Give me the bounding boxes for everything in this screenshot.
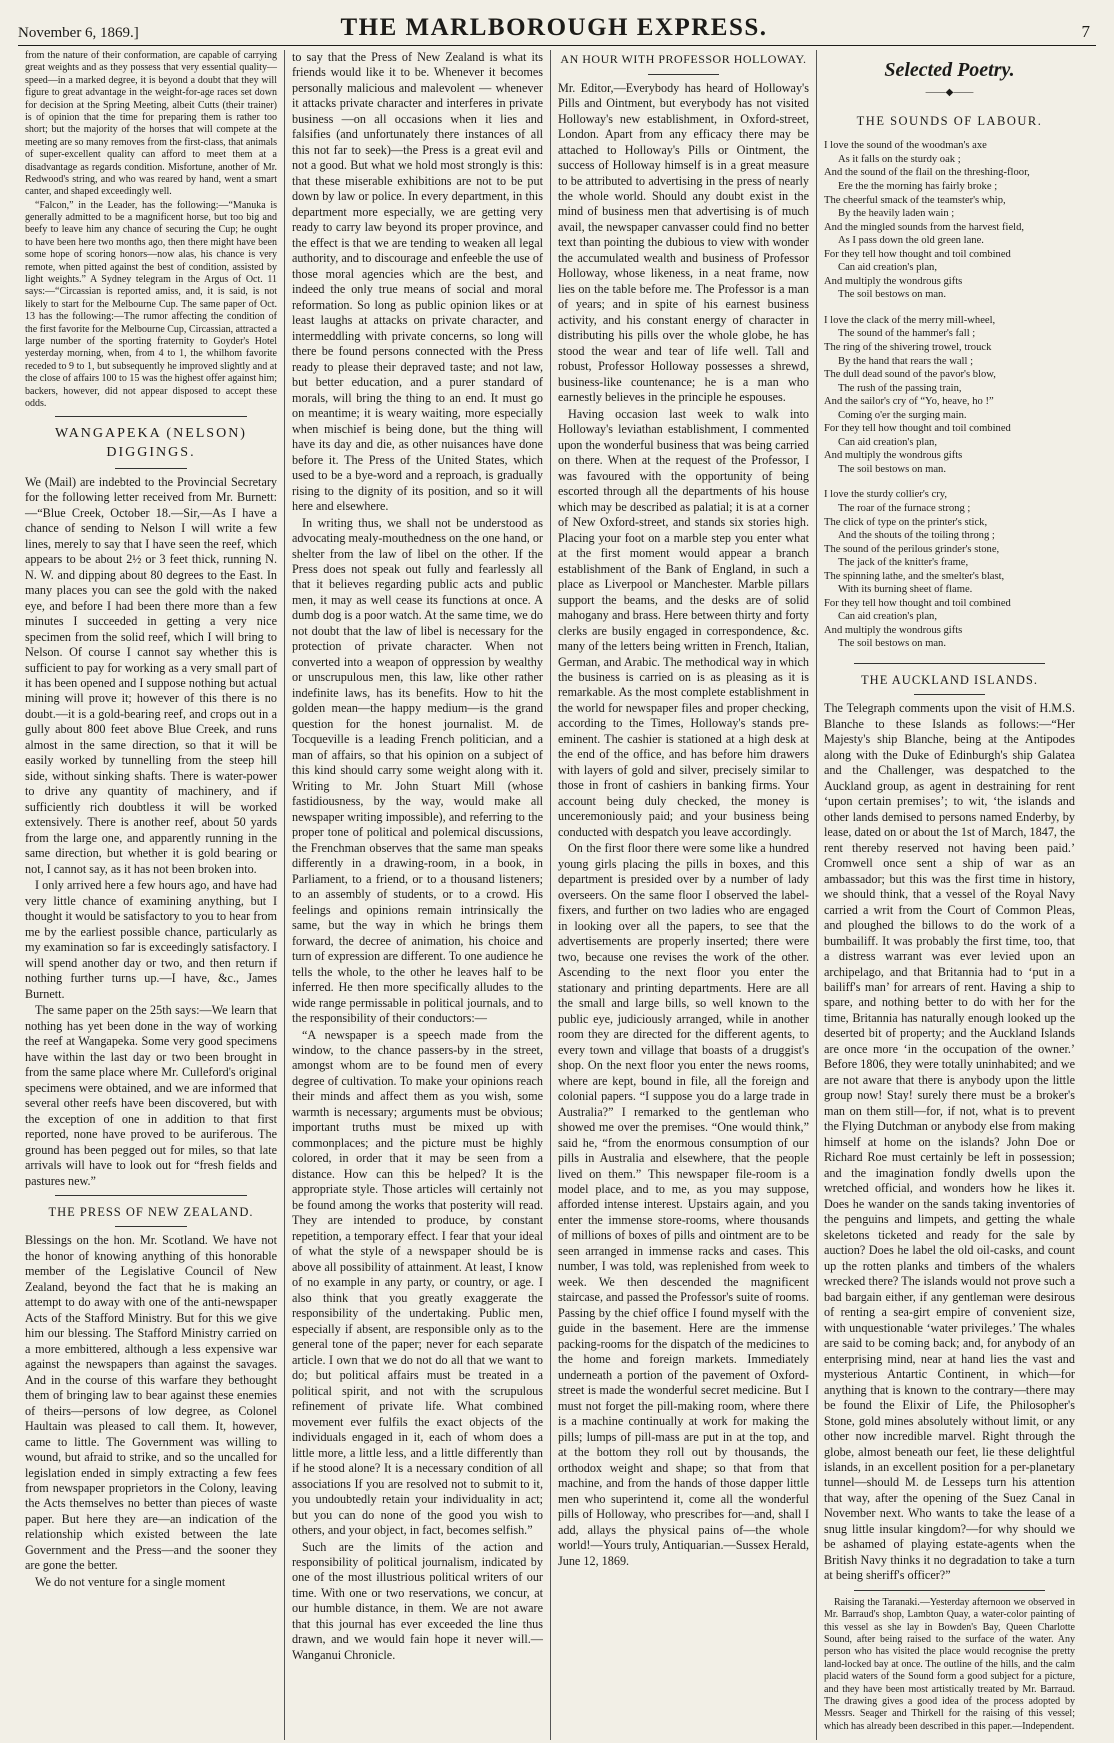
press-paragraph-1: Blessings on the hon. Mr. Scotland. We have not the honor of knowing anything of this honorable member of the Legislative Council of New Zealand, beyond the fact that he is making an attempt to do away with one of the anti-newspaper Acts of the Stafford Ministry. But for this we give him our blessing. The Stafford Ministry carried on a more embittered, although a less expensive war against the newspapers than against the savages. And in the course of this warfare they bethought them of bringing law to bear against these enemies of theirs—persons of low degree, as Colonel Haultain was pleased to call them. It, however, came to little. The Government was willing to wound, but afraid to strike, and so the uncalled for legislation ended in simply extracting a few fees from newspaper proprietors in the Colony, leaving the Acts themselves no better than pieces of waste paper. But here they are—an indication of the relationship which existed between the late Government and the Press—and the sooner they are gone the better. xyxy=(25,1233,277,1573)
divider xyxy=(854,1590,1045,1591)
masthead xyxy=(18,8,1096,46)
newspaper-title: THE MARLBOROUGH EXPRESS. xyxy=(340,14,768,41)
poem-line: And the mingled sounds from the harvest field, xyxy=(824,221,1025,233)
poem-line: The rush of the passing train, xyxy=(838,382,962,394)
poem-line: The roar of the furnace strong ; xyxy=(838,503,971,514)
tocqueville-quote: “A newspaper is a speech made from the window, to the chance passers-by in the street, amongst whom are to be found men of every degree of cultivation. To make your opinions reach their minds and affect them as you wish, some warmth is necessary; arguments must be obvious; important truths must be mixed up with commonplaces; and the picture must be highly colored, in order that it may be seen from a distance. How can this be helped? It is the appropriate style. Those articles will certainly not be found among the works that posterity will read. They are intended to produce, by constant repetition, a temporary effect. I fear that your ideal of what the style of a newspaper should be is above all possibility of attainment. At least, I know of no example in any party, or country, or age. I also think that you greatly exaggerate the responsibility of the undertaking. Public men, especially if absent, are responsible only as to the general tone of the paper; never for each separate article. I own that we do not do all that we want to do; but political affairs must be treated in a political spirit, and not with the scrupulous refinement of private life. What combined movement ever fulfils the exact objects of the individuals engaged in it, each of whom does a little more, a little less, and a little differently than if he stood alone? It is a necessary condition of all associations If you are resolved not to submit to it, you undoubtedly retain your individuality in act; but you can do none of the good you wish to others, and your object, in fact, becomes selfish.” xyxy=(292,1027,543,1538)
poem-line: The soil bestows on man. xyxy=(838,463,946,475)
press-headline: THE PRESS OF NEW ZEALAND. xyxy=(48,1204,254,1219)
poem-line: And multiply the wondrous gifts xyxy=(824,275,963,287)
poem-line: Can aid creation's plan, xyxy=(838,611,937,623)
holloway-paragraph-1: Mr. Editor,—Everybody has heard of Holloway's Pills and Ointment, but everybody has not visited Holloway's new establishment, in Oxford-street, London. Apart from any efficacy there may be attached to Holloway's Pills or Ointment, the success of Holloway himself is in a great measure to be attributed to advertising in the press of nearly the whole world. Should any doubt exist in the mind of business men that advertising is of much avail, the newspaper canvasser could find no better text than pointing the dubious to view with wonder the accumulated wealth and business of Professor Holloway, whose likeness, in a neat frame, now lies on the table before me. The Professor is a man of years; and in spite of his earnest business activity, and his constant energy of character in distributing his pills over the whole globe, he has stood the wear and tear of life well. Tall and robust, Professor Holloway possesses a shrewd, business-like countenance; he is a man who earnestly believes in the principle he espouses. xyxy=(558,80,809,405)
poem-line: Can aid creation's plan, xyxy=(838,262,937,274)
poem-line: The cheerful smack of the teamster's whip, xyxy=(824,194,1006,206)
poem-line: Coming o'er the surging main. xyxy=(838,409,967,421)
taranaki-paragraph: Raising the Taranaki.—Yesterday afternoon we observed in Mr. Barraud's shop, Lambton Quay, a water-color painting of this vessel as she lay in Bowden's Bay, Queen Charlotte Sound, after being raised to the surface of the water. Any person who has visited the place would recognise the pretty land-locked bay at once. The outline of the hills, and the calm placid waters of the Sound form a good subject for a picture, and they have been most artistically treated by Mr. Barraud. The drawing gives a good idea of the process adopted by Messrs. Seager and Thirkell for the raising of this vessel; which has already been described in this paper.—Independent. xyxy=(824,1596,1075,1732)
holloway-paragraph-2: Having occasion last week to walk into Holloway's leviathan establishment, I commented upon the wonderful business that was being carried on there. When at the request of the Professor, I was favoured with the opportunity of being escorted through all the departments of his house which may be described as palatial; it is at a corner of New Oxford-street, and stands six stories high. Placing your foot on a marble step you enter what at the first moment would appear a branch establishment of the Bank of England, in such a place as Liverpool or Manchester. Marble pillars support the beams, and the desks are of solid mahogany and brass. Here between thirty and forty clerks are busily engaged in correspondence, &c. many of the letters being written in French, Italian, German, and Arabic. The methodical way in which the business is carried on is as pleasing as it is remarkable. As the most complete establishment in the world for newspaper files and proper checking, according to the Times, Holloway's stands pre-eminent. The cashier is stationed at a high desk at the end of the office, and has before him drawers with layers of gold and silver, precisely similar to those in front of cashiers in banking firms. Your account being duly checked, the money is unceremoniously paid; and your business being conducted with despatch you leave accordingly. xyxy=(558,406,809,839)
racing-paragraph-2: “Falcon,” in the Leader, has the following:—“Manuka is generally admitted to be a magnificent horse, but too big and beefy to leave him any chance of securing the Cup; he ought to have been here two months ago, then there might have been some hope of scoring honors—now alas, his chance is very remote, when pitted against the best of condition, assisted by light weights.” A Sydney telegram in the Argus of Oct. 11 says:—“Circassian is reported amiss, and, it is said, is not likely to start for the Melbourne Cup. The same paper of Oct. 13 has the following:—The rumor affecting the condition of the first favorite for the Melbourne Cup, Circassian, attracted a large number of the sporting fraternity to Goyder's Hotel yesterday morning, when, from 4 to 1, the whilhom favorite receded to 9 to 1, but subsequently he improved slightly and at the close of affairs 100 to 15 was the highest offer against him; backers, however, did not appear disposed to accept these odds. xyxy=(25,199,277,409)
wangapeka-headline: WANGAPEKA (NELSON) DIGGINGS. xyxy=(55,426,247,460)
divider xyxy=(115,1226,187,1227)
poem-line: The sound of the perilous grinder's stone, xyxy=(824,543,1000,555)
column-4 xyxy=(816,50,1082,1740)
poem-line: I love the sound of the woodman's axe xyxy=(824,140,987,152)
column-2 xyxy=(284,50,550,1740)
poem-line: The dull dead sound of the pavor's blow, xyxy=(824,369,996,381)
section-title-poetry: Selected Poetry. xyxy=(884,59,1015,81)
poem-line: And the sound of the flail on the threshing-floor, xyxy=(824,167,1030,179)
column-grid xyxy=(18,50,1096,1740)
poem-line: As I pass down the old green lane. xyxy=(838,235,984,247)
poem-line: And multiply the wondrous gifts xyxy=(824,624,963,636)
wangapeka-paragraph-2: I only arrived here a few hours ago, and have had very little chance of examining anything, but I thought it would be satisfactory to you to hear from me by the earliest possible chance, particularly as my examination so far is exceedingly satisfactory. I will spend another day or two, and then return if nothing further turns up.—I have, &c., James Burnett. xyxy=(25,878,277,1001)
press-continued-2: In writing thus, we shall not be understood as advocating mealy-mouthedness on the one hand, or shelter from the law of libel on the other. If the Press does not speak out fully and fearlessly all that it believes regarding public acts and public men, it may as well cease its functions at once. A dumb dog is a poor watch. At the same time, we do not doubt that the law of libel is necessary for the protection of private character. When not converted into a weapon of oppression by wealthy or unscrupulous men, this law, like other rather indefinite laws, has its benefits. How to hit the golden mean—the happy medium—is the grand question for the honest journalist. M. de Tocqueville is a leading French politician, and a man of affairs, so that his opinion on a subject of this kind should carry some weight along with it. Writing to Mr. John Stuart Mill (whose fastidiousness, by the way, would make all newspaper writing impossible), and referring to the proper tone of political and polemical discussions, the Frenchman observes that the same man speaks differently in a drawing-room, in a book, in Parliament, to a friend, or to a thousand listeners; to an assembly of students, or to a crowd. His feelings and opinions remain intrinsically the same, but the way in which he brings them forward, the decree of animation, his choice and turn of expression are different. To one audience he tells the whole, to the other he leaves half to be inferred. He then more specifically alludes to the wide range permissable in political journals, and to the responsibility of their conductors:— xyxy=(292,515,543,1026)
poem-line: The ring of the shivering trowel, trouck xyxy=(824,341,992,353)
press-conclusion: Such are the limits of the action and responsibility of political journalism, indicated by one of the most illustrious political writers of our time. With one or two reservations, we concur, at our humble distance, in them. We are not aware that this journal has ever exceeded the line thus drawn, and we would fain hope it never will.—Wanganui Chronicle. xyxy=(292,1539,543,1662)
poem-line: The click of type on the printer's stick, xyxy=(824,516,988,528)
poem-line: The sound of the hammer's fall ; xyxy=(838,328,976,340)
poem-line: For they tell how thought and toil combined xyxy=(824,423,1011,435)
poem-line: The jack of the knitter's frame, xyxy=(838,557,969,569)
divider xyxy=(115,468,187,469)
auckland-headline: THE AUCKLAND ISLANDS. xyxy=(861,673,1038,688)
page-number: 7 xyxy=(1081,22,1090,41)
poem-line: I love the clack of the merry mill-wheel, xyxy=(824,314,996,326)
poem-title: THE SOUNDS OF LABOUR. xyxy=(856,113,1043,128)
poem-line: I love the sturdy collier's cry, xyxy=(824,489,948,501)
ornament-divider: ——◆—— xyxy=(925,87,974,99)
poem-line: The soil bestows on man. xyxy=(838,289,946,301)
wangapeka-paragraph-3: The same paper on the 25th says:—We learn that nothing has yet been done in the way of working the reef at Wangapeka. Some very good specimens have within the last day or two been brought in from the same place where Mr. Culleford's original specimens were obtained, and we are informed that several other reefs have been discovered, but with the exception of one in addition to that first reported, none have proved to be auriferous. The ground has been pegged out for miles, so that late arrivals will have to look out for “fresh fields and pastures new.” xyxy=(25,1003,277,1188)
poem-stanza-2 xyxy=(824,314,1075,477)
divider xyxy=(55,416,247,417)
poem-stanza-1 xyxy=(824,139,1075,302)
poem-line: Can aid creation's plan, xyxy=(838,436,937,448)
divider xyxy=(854,663,1045,664)
poem-line: And multiply the wondrous gifts xyxy=(824,450,963,462)
holloway-paragraph-3: On the first floor there were some like a hundred young girls placing the pills in boxes, and this department is presided over by a number of lady overseers. On the same floor I observed the label-fixers, and further on two ladies who are engaged in looking over all the papers, to see that the advertisements are properly inserted; there were two, because one revises the work of the other. Ascending to the next floor you enter the stationary and printing departments. Here are all the small and large bills, so well known to the public eye, judiciously arranged, while in another room they are directed for the different agents, to every town and village that boasts of a druggist's shop. On the next floor you enter the news rooms, where are kept, bound in file, all the foreign and colonial papers. “I suppose you do a large trade in Australia?” I remarked to the gentleman who showed me over the premises. “One would think,” said he, “from the enormous consumption of our pills in Australia and elsewhere, that the people lived on them.” This newspaper file-room is a model place, and to me, as you may suppose, afforded intense interest. Upstairs again, and you enter the immense store-rooms, where thousands of millions of boxes of pills and ointment are to be seen arranged in immense racks and cases. This number, I was told, was replenished from week to week. We then descended the magnificent staircase, and passed the Professor's suite of rooms. Passing by the chief office I found myself with the guide in the basement. Here are the immense packing-rooms for the dispatch of the medicines to the home and foreign markets. Immediately underneath a portion of the pavement of Oxford-street is made the wonderful secret medicine. But I must not forget the pill-making room, where there is a machine continually at work for making the pills; lumps of pill-mass are put in at the top, and at the bottom they roll out by thousands, the orthodox weight and shape; so that from that machine, and from the hands of those dapper little men who superintend it, come all the wonderful pills of Holloway, who prescribes for—and, shall I add, allays the physical pains of—the whole world!—Yours truly, Antiquarian.—Sussex Herald, June 12, 1869. xyxy=(558,841,809,1568)
poem-line: As it falls on the sturdy oak ; xyxy=(838,153,961,165)
divider xyxy=(648,74,719,75)
poem-line: Ere the the morning has fairly broke ; xyxy=(838,180,998,192)
racing-paragraph-1: from the nature of their conformation, are capable of carrying great weights and as they possess that very essential quality—speed—in a marked degree, it is beyond a doubt that they will figure to great advantage in the weight-for-age races set down for decision at the Spring Meeting, albeit Cutts (their trainer) is of opinion that the time for preparing them is rather too short; but the majority of the horses that will compete at the meeting are so many removes from the first-class, that animals of super-excellent quality can afford to meet them at a disadvantage as regards condition. Misfortune, another of Mr. Redwood's string, and who was reared by hand, went a smart canter, and shaped exceedingly well. xyxy=(25,50,277,198)
poem-line: For they tell how thought and toil combined xyxy=(824,248,1011,260)
poem-line: By the heavily laden wain ; xyxy=(838,208,955,220)
poem-line: For they tell how thought and toil combined xyxy=(824,597,1011,609)
issue-date: November 6, 1869.] xyxy=(18,25,139,41)
poem-stanza-3 xyxy=(824,488,1075,651)
press-continued-1: to say that the Press of New Zealand is what its friends would like it to be. Whenever it becomes personally malicious and malevolent — whenever it attacks private character and interferes in private business —on all occasions when it lies and falsifies (and unfortunately there instances of all this not far to seek)—the Press is a great evil and not a good. But what we hold most strongly is this: that these miserable exhibitions are not to be put down by law or police. In every department, in this department more especially, we are getting very ready to carry law beyond its proper province, and the effect is that we are tending to weaken all legal authority, and to discourage and enfeeble the use of those moral agencies which are the best, and indeed the only true means of social and moral reformation. So long as public opinion likes or at least laughs at attacks on private character, and intermeddling with private concerns, so long will there be found persons connected with the Press ready to please their depraved taste; and not law, but better education, and a purer standard of morals, will bring the thing to an end. It must go on meantime; it is weary waiting, more especially when mischief is being done, but the thing will have its day and die, as other nuisances have done before it. The Press of the United States, which used to be a bye-word and a reproach, is gradually rising to the dignity of its position, and so it will here and elsewhere. xyxy=(292,50,543,514)
poem-line: The spinning lathe, and the smelter's blast, xyxy=(824,570,1005,582)
divider xyxy=(55,1195,247,1196)
divider xyxy=(914,694,985,695)
poem-line: The soil bestows on man. xyxy=(838,638,946,650)
column-1 xyxy=(18,50,284,1740)
wangapeka-paragraph-1: We (Mail) are indebted to the Provincial Secretary for the following letter received from Mr. Burnett:—“Blue Creek, October 18.—Sir,—As I have a chance of sending to Nelson I will write a few lines, merely to say that I have seen the reef, which appears to be about 2½ or 3 feet thick, running N. N. W. and dipping about 80 degrees to the East. In many places you can see the gold with the naked eye, and before I had been there more than a few minutes I succeeded in getting a very nice specimen from the solid reef, which I will bring to Nelson. Of course I cannot say whether this is sufficient to pay for working as a very small part of it has been opened and I suppose nothing but actual mining will prove it; however of this there is no doubt.—it is a gold-bearing reef, and crops out in a gully about 800 feet above Blue Creek, and runs almost in the same direction, so that it will be easily worked by tunnelling from the steep hill side, without sinking shafts. There is water-power to drive any quantity of machinery, and if sufficiently rich doubtless it will be worked extensively. There is another reef, about 50 yards from the large one, and apparently running in the same direction, but whether it is gold bearing or not, I cannot say, as it has not been broken into. xyxy=(25,474,277,876)
poem-line: And the shouts of the toiling throng ; xyxy=(838,530,995,542)
press-paragraph-2: We do not venture for a single moment xyxy=(35,1574,226,1589)
poem-line: And the sailor's cry of “Yo, heave, ho !” xyxy=(824,396,994,408)
holloway-headline: AN HOUR WITH PROFESSOR HOLLOWAY. xyxy=(560,52,807,66)
column-3 xyxy=(550,50,816,1740)
poem-line: With its burning sheet of flame. xyxy=(838,584,973,596)
poem-line: By the hand that rears the wall ; xyxy=(838,355,974,367)
auckland-paragraph: The Telegraph comments upon the visit of H.M.S. Blanche to these Islands as follows:—“Her Majesty's ship Blanche, being at the Antipodes along with the Duke of Edinburgh's ship Galatea and the Challenger, was despatched to the Auckland group, as agent in destraining for rent ‘upon certain premises’; to wit, ‘the islands and other lands demised to persons named Enderby, by lease, dated on or about the 1st of March, 1847, the rent thereby reserved not having been paid.’ Cromwell once sent a ship of war as an ambassador; but this was the first time in history, we should think, that a vessel of the Royal Navy carried a writ from the Court of Common Pleas, and ploughed the billows to do the work of a bumbailiff. It was probably the first time, too, that a distress warrant was ever levied upon an archipelago, and that Britannia had to ‘put in a bailiff's man’ for arrears of rent. Having a ship to spare, and nothing better to do with her for the time, Britannia has naturally enough looked up the deserted bit of property; and the Auckland Islands are once more ‘in the occupation of the owner.’ Before 1806, they were totally uninhabited; and we are not aware that there is anybody upon the little group now! Stay! surely there must be a broker's man on them still—for, if not, what is to prevent the Flying Dutchman or anybody else from making himself at home on the islands? John Doe or Richard Roe must certainly be left in possession; and the imagination fondly dwells upon the wretched official, and wonders how he likes it. Does he wander on the sands taking inventories of the penguins and limpets, and getting the whale skeletons ticketed and ready for the sale by auction? Does he label the old oil-casks, and count up the rotten planks and timbers of the whalers wrecked there? The islands would not prove such a bad bargain either, if any gentleman were desirous of renting a sea-girt empire of convenient size, with unquestionable ‘water privileges.’ The whales are said to be coming back; and, for anybody of an enterprising mind, near at hand lies the vast and mysterious Antartic Continent, in which—for anything that is known to the contrary—there may be found the Elixir of Life, the Philosopher's Stone, gold mines absolutely without limit, or any other now incredible marvel. Right through the globe, almost beneath our feet, lie these delightful islands, in an excellent position for a per-planetary tunnel—should M. de Lesseps turn his attention that way, after the opening of the Suez Canal in November next. Who wants to take the lease of a snug little insular kingdom?—for why should we be ashamed of playing estate-agents when the British Navy thinks it no degradation to take a turn at being sheriff's officer?” xyxy=(824,701,1075,1583)
